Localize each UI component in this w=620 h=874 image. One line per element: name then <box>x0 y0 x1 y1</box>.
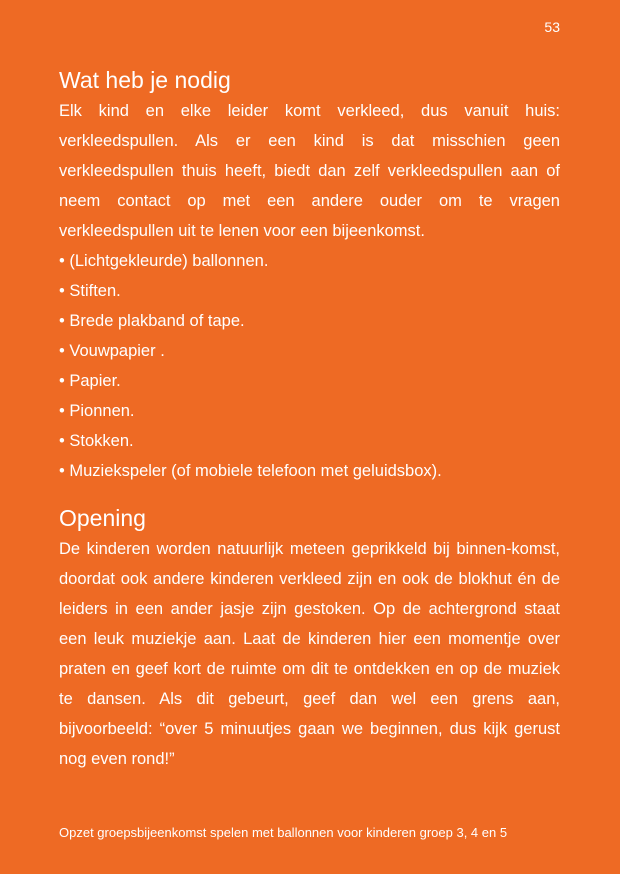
page-footer: Opzet groepsbijeenkomst spelen met ballonnen voor kinderen groep 3, 4 en 5 <box>59 825 508 840</box>
list-item: • Vouwpapier . <box>59 336 560 366</box>
list-item: • Papier. <box>59 366 560 396</box>
supplies-list <box>59 246 560 486</box>
section-heading-what-you-need: Wat heb je nodig <box>59 67 231 93</box>
opening-paragraph: De kinderen worden natuurlijk meteen geprikkeld bij binnen-komst, doordat ook andere kinderen verkleed zijn en ook de blokhut én de leiders in een ander jasje zijn gestoken. Op de achtergrond staat een leuk muziekje aan. Laat de kinderen hier een momentje over praten en geef kort de ruimte om dit te ontdekken en op de muziek te dansen. Als dit gebeurt, geef dan wel een grens aan, bijvoorbeeld: “over 5 minuutjes gaan we beginnen, dus kijk gerust nog even rond!” <box>59 540 560 768</box>
list-item: • Stokken. <box>59 426 560 456</box>
section-opening <box>59 502 560 774</box>
list-item: • Muziekspeler (of mobiele telefoon met geluidsbox). <box>59 456 560 486</box>
list-item: • Stiften. <box>59 276 560 306</box>
list-item: • Brede plakband of tape. <box>59 306 560 336</box>
intro-paragraph: Elk kind en elke leider komt verkleed, dus vanuit huis: verkleedspullen. Als er een kind is dat misschien geen verkleedspullen thuis heeft, biedt dan zelf verkleedspullen aan of neem contact op met een andere ouder om te vragen verkleedspullen uit te lenen voor een bijeenkomst. <box>59 102 560 240</box>
section-what-you-need <box>59 64 560 486</box>
list-item: • Pionnen. <box>59 396 560 426</box>
section-heading-opening: Opening <box>59 505 146 531</box>
page-content <box>59 64 560 774</box>
page-number: 53 <box>544 19 560 35</box>
list-item: • (Lichtgekleurde) ballonnen. <box>59 246 560 276</box>
